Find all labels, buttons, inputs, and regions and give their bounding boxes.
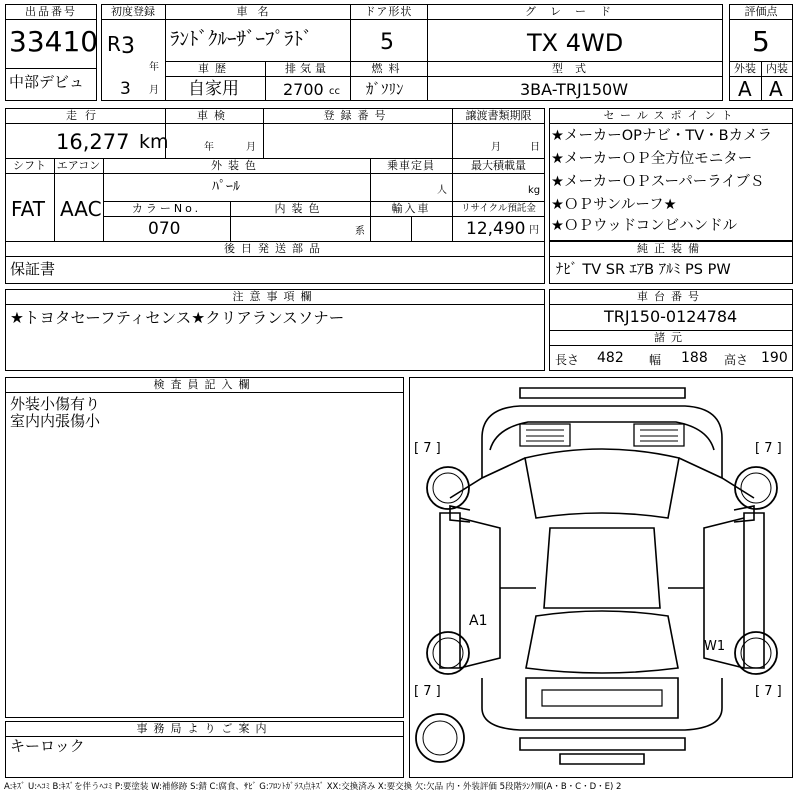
load-unit: kg (528, 185, 541, 196)
color-no-label: カラーNo. (131, 202, 202, 215)
displacement-label: 排気量 (285, 62, 330, 75)
capacity-unit: 人 (437, 185, 447, 196)
equipment-label: 純正装備 (637, 242, 705, 255)
ac-value: AAC (60, 197, 102, 221)
load-label: 最大積載量 (471, 159, 526, 172)
shift-value: FAT (11, 197, 46, 221)
height-value: 190 (761, 350, 788, 366)
mileage-label: 走行 (66, 109, 104, 122)
model-label: 型式 (552, 62, 598, 75)
era-year: 3 (121, 34, 135, 59)
notes-label: 注意事項欄 (232, 290, 318, 303)
grade-value: TX 4WD (527, 29, 624, 57)
later-parts-value: 保証書 (10, 260, 56, 278)
notes-value: ★トヨタセーフティセンス★クリアランスソナー (10, 309, 345, 327)
color-value: ﾊﾟｰﾙ (212, 179, 240, 195)
length-value: 482 (597, 350, 624, 366)
exterior-label: 外装 (734, 62, 756, 75)
history-label: 車歴 (198, 62, 232, 75)
import-label: 輸入車 (391, 202, 431, 215)
sales-point-item: ★ＯＰウッドコンビハンドル (551, 218, 738, 234)
sales-points-label: セールスポイント (603, 109, 739, 122)
dims-label: 諸元 (654, 331, 688, 344)
width-label: 幅 (649, 353, 662, 367)
transfer-label: 譲渡書類期限 (465, 109, 532, 122)
color-no-value: 070 (148, 219, 181, 239)
model-value: 3BA-TRJ150W (520, 80, 629, 99)
lot-number: 33410 (9, 25, 99, 58)
car-name: ﾗﾝﾄﾞｸﾙｰｻﾞｰﾌﾟﾗﾄﾞ (170, 28, 313, 50)
sales-point-item: ★メーカーOPナビ・TV・Bカメラ (551, 128, 773, 144)
height-label: 高さ (724, 353, 749, 367)
equipment-value: ﾅﾋﾞ TV SR ｴｱB ｱﾙﾐ PS PW (556, 262, 731, 278)
transfer-month-unit: 月 (491, 142, 501, 153)
recycle-unit: 円 (529, 225, 539, 236)
displacement-value: 2700 (283, 80, 324, 99)
damage-mark-a1: A1 (469, 613, 488, 629)
sales-point-item: ★メーカーＯＰ全方位モニター (551, 151, 753, 167)
office-value: キーロック (10, 737, 85, 755)
sales-point-item: ★ＯＰサンルーフ★ (551, 197, 677, 213)
fuel-value: ｶﾞｿﾘﾝ (366, 80, 404, 98)
width-value: 188 (681, 350, 708, 366)
recycle-value: 12,490 (466, 219, 526, 239)
chassis-label: 車台番号 (637, 290, 705, 303)
length-label: 長さ (555, 353, 580, 367)
sales-point-item: ★メーカーＯＰスーパーライブＳ (551, 174, 765, 190)
inspection-month-unit: 月 (246, 142, 256, 153)
score-label: 評価点 (744, 5, 778, 18)
interior-grade: A (769, 77, 783, 101)
displacement-unit: cc (329, 86, 340, 97)
door-value: 5 (380, 30, 394, 55)
inspector-line-1: 外装小傷有り (10, 395, 101, 413)
score-value: 5 (752, 25, 770, 58)
color-label: 外装色 (211, 159, 262, 172)
recycle-label: リサイクル預託金 (461, 203, 536, 214)
tire-mark-rear-left: [ 7 ] (414, 684, 441, 699)
tire-mark-front-right: [ 7 ] (755, 441, 782, 456)
car-outline-svg (410, 378, 794, 779)
office-label: 事務局よりご案内 (136, 722, 273, 735)
registration-label: 登録番号 (323, 109, 392, 122)
month-unit: 月 (149, 85, 159, 96)
inspection-label: 車検 (197, 109, 231, 122)
chassis-value: TRJ150-0124784 (604, 307, 738, 326)
mileage-unit: km (139, 131, 169, 153)
inspection-year-unit: 年 (204, 142, 214, 153)
transfer-day-unit: 日 (530, 142, 540, 153)
venue: 中部デビュ (9, 73, 85, 91)
lot-label: 出品番号 (25, 5, 77, 18)
interior-label: 内装 (766, 62, 788, 75)
capacity-label: 乗車定員 (387, 159, 435, 172)
grade-label: グレード (525, 5, 625, 18)
interior-color-label: 内装色 (274, 202, 326, 215)
era: R (107, 32, 121, 56)
shift-label: シフト (13, 159, 46, 172)
car-diagram (409, 377, 793, 778)
tire-mark-rear-right: [ 7 ] (755, 684, 782, 699)
inspector-label: 検査員記入欄 (153, 378, 256, 391)
ac-label: エアコン (56, 159, 101, 172)
history-value: 自家用 (188, 79, 239, 99)
fuel-label: 燃料 (371, 62, 406, 75)
damage-mark-w1: W1 (704, 639, 726, 654)
mileage-value: 16,277 (56, 130, 130, 154)
later-parts-label: 後日発送部品 (224, 242, 326, 255)
exterior-grade: A (738, 77, 752, 101)
legend-footer: A:ｷｽﾞ U:ﾍｺﾐ B:ｷｽﾞを伴うﾍｺﾐ P:要塗装 W:補修跡 S:錆 C:腐食、ｻﾋﾞ G:ﾌﾛﾝﾄｶﾞﾗｽ点ｷｽﾞ XX:交換済み X:要交換 欠:欠品 内・外装評価 5段階ﾗﾝｸ順(A・B・C・D・E) 2 (4, 782, 622, 792)
year-unit: 年 (149, 62, 159, 73)
tire-mark-front-left: [ 7 ] (414, 441, 441, 456)
month: 3 (120, 79, 131, 99)
door-label: ドア形状 (364, 5, 413, 18)
first-reg-label: 初度登録 (111, 5, 155, 18)
inspector-line-2: 室内内張傷小 (10, 412, 101, 430)
interior-color-unit: 系 (355, 226, 365, 237)
car-name-label: 車名 (236, 5, 279, 18)
